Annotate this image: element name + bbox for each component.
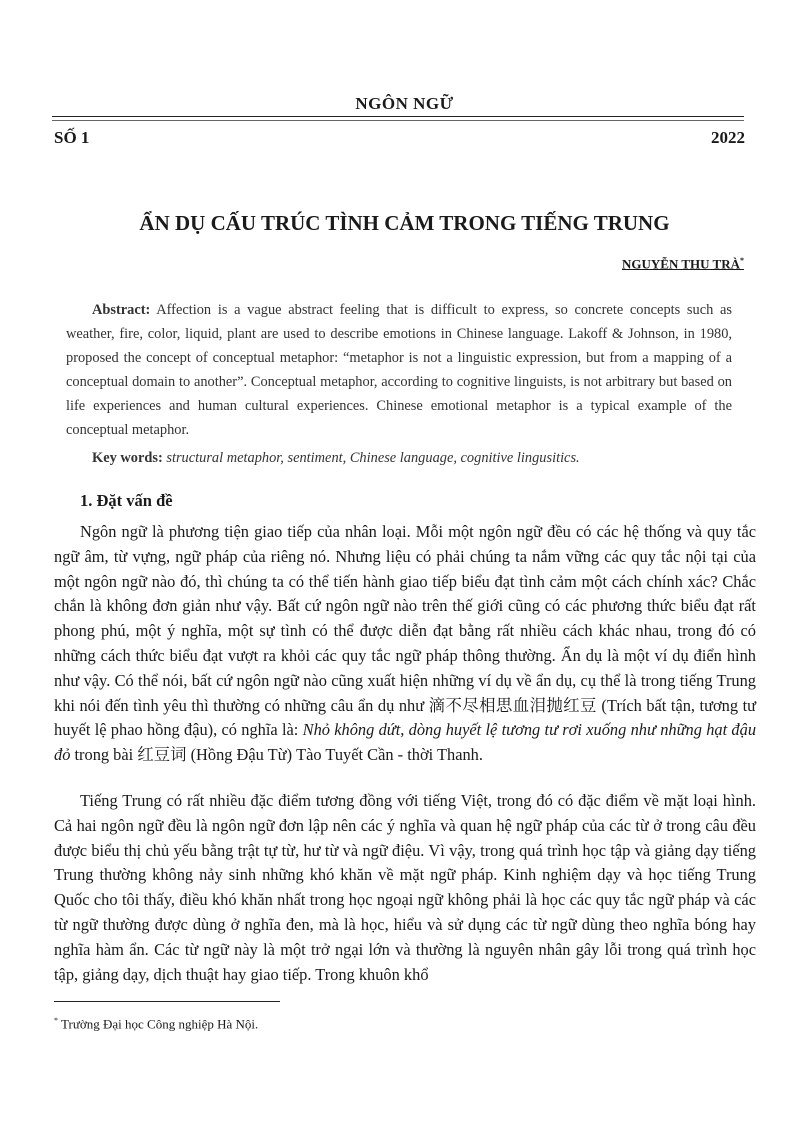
para1-text-c: trong bài — [70, 745, 138, 765]
keywords-label: Key words: — [92, 450, 163, 466]
article-author — [622, 256, 744, 272]
body-paragraph-2: Tiếng Trung có rất nhiều đặc điểm tương đồng với tiếng Việt, trong đó có đặc điểm về mặt loại hình. Cả hai ngôn ngữ đều là ngôn ngữ đơn lập nên các ý nghĩa và quan hệ ngữ pháp của các từ ở trong câu đều được biểu thị chủ yếu bằng trật tự từ, hư từ và ngữ điệu. Vì vậy, trong quá trình học tập và giảng dạy tiếng Trung thường không nảy sinh những khó khăn về mặt ngữ pháp. Kinh nghiệm dạy và học tiếng Trung Quốc cho tôi thấy, điều khó khăn nhất trong học ngoại ngữ không phải là học các quy tắc ngữ pháp và các từ ngữ thường được dùng ở nghĩa đen, mà là học, hiểu và sử dụng các từ ngữ dùng theo nghĩa bóng hay nghĩa hàm ẩn. Các từ ngữ này là một trở ngại lớn và thường là nguyên nhân gây lỗi trong quá trình học tập, giảng dạy, dịch thuật hay giao tiếp. Trong khuôn khổ — [54, 791, 756, 984]
body-paragraph-1 — [54, 520, 756, 768]
footnote — [54, 1016, 258, 1032]
abstract — [66, 298, 732, 442]
article-title: ẨN DỤ CẤU TRÚC TÌNH CẢM TRONG TIẾNG TRUNG — [139, 211, 670, 235]
quote-translation: Nhỏ không dứt, dòng huyết lệ tương tư rơi xuống như những hạt đậu đỏ — [54, 720, 757, 765]
header-rule-thin — [52, 120, 744, 121]
footnote-mark: * — [54, 1016, 58, 1025]
para1-text-d: (Hồng Đậu Từ) Tào Tuyết Cần - thời Thanh. — [186, 745, 483, 765]
para1-text-a: Ngôn ngữ là phương tiện giao tiếp của nhân loại. Mỗi một ngôn ngữ đều có các hệ thống và quy tắc ngữ âm, từ vựng, ngữ pháp của riêng nó. Nhưng liệu có phải chúng ta nắm vững các quy tắc nội tại của một ngôn ngữ nào đó, thì chúng ta có thể tiến hành giao tiếp biểu đạt tình cảm một cách chính xác? Chắc chắn là không đơn giản như vậy. Bất cứ ngôn ngữ nào trên thế giới cũng có các phương thức biểu đạt rất phong phú, một ý nghĩa, một sự tình có thể được diễn đạt bằng rất nhiều cách khác nhau, trong đó có những cách thức biểu đạt vượt ra khỏi các quy tắc ngữ pháp thông thường. Ẩn dụ là một ví dụ điển hình như vậy. Có thể nói, bất cứ ngôn ngữ nào cũng xuất hiện những ví dụ về ẩn dụ, cụ thể là trong tiếng Trung khi nói đến tình yêu thì thường có những câu ẩn dụ như — [54, 522, 756, 715]
abstract-label: Abstract: — [92, 302, 151, 318]
keywords — [66, 450, 732, 467]
issue-year: 2022 — [711, 128, 745, 147]
author-name: NGUYỄN THU TRÀ — [622, 256, 740, 272]
issue-number: SỐ 1 — [54, 128, 90, 147]
abstract-text: Affection is a vague abstract feeling that is difficult to express, so concrete concepts such as weather, fire, color, liquid, plant are used to describe emotions in Chinese language. Lakoff & Johnson, in 1980, proposed the concept of conceptual metaphor: “metaphor is not a linguistic expression, but from a mapping of a conceptual domain to another”. Conceptual metaphor, according to cognitive linguists, is not arbitrary but based on life experiences and human cultural experiences. Chinese emotional metaphor is a typical example of the conceptual metaphor. — [66, 302, 732, 438]
author-footnote-mark: * — [740, 256, 744, 265]
chinese-quote: 滴不尽相思血泪抛红豆 — [428, 695, 597, 715]
section-heading: 1. Đặt vấn đề — [80, 491, 173, 510]
keywords-text: structural metaphor, sentiment, Chinese language, cognitive lingusitics. — [166, 450, 580, 466]
footnote-text: Trường Đại học Công nghiệp Hà Nội. — [58, 1016, 259, 1032]
journal-name: NGÔN NGỮ — [355, 94, 454, 113]
header-rule — [52, 116, 744, 117]
footnote-rule — [54, 1001, 280, 1002]
para1-text-b: (Trích bất tận, tương tư huyết lệ phao hồng đậu), có nghĩa là: — [54, 695, 757, 740]
chinese-poem-title: 红豆词 — [137, 745, 187, 765]
